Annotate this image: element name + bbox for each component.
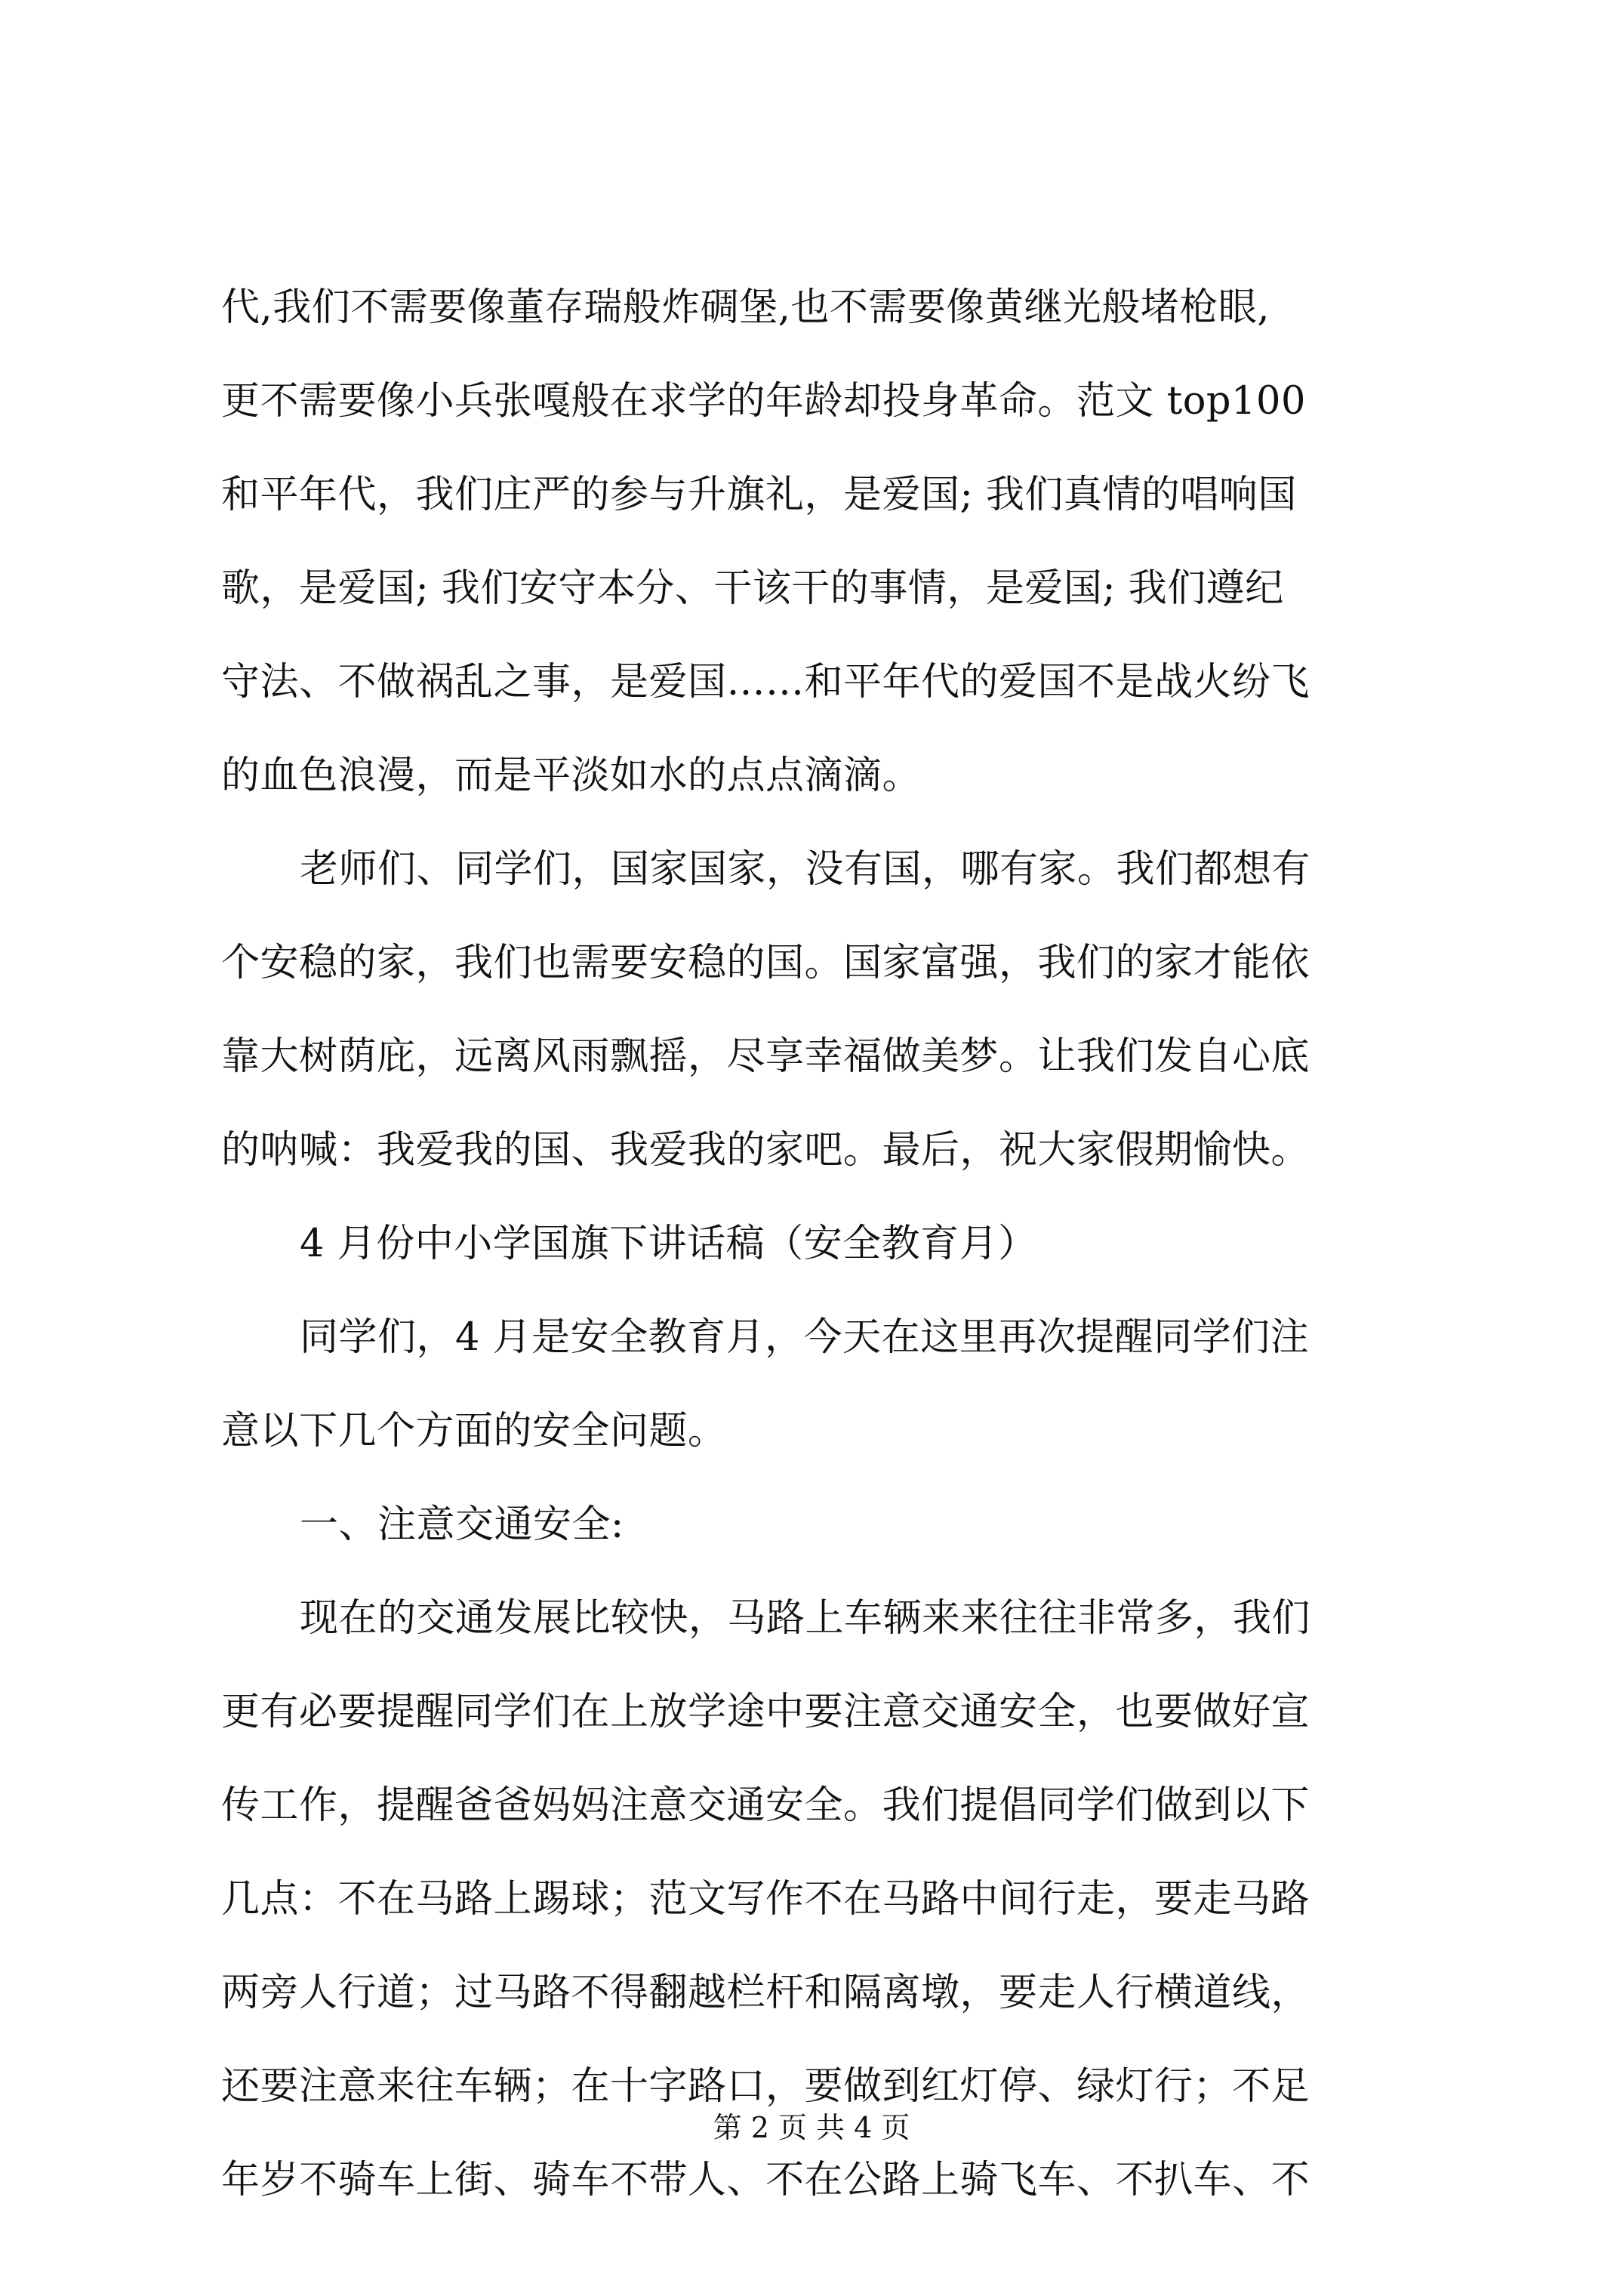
body-text: [221, 261, 1421, 2227]
text-line: 还要注意来往车辆；在十字路口，要做到红灯停、绿灯行；不足: [221, 2064, 1310, 2109]
text-line: 的呐喊：我爱我的国、我爱我的家吧。最后，祝大家假期愉快。: [221, 1128, 1310, 1173]
text-line: 守法、不做祸乱之事，是爱国……和平年代的爱国不是战火纷飞: [221, 660, 1310, 704]
text-line: 老师们、同学们，国家国家，没有国，哪有家。我们都想有: [300, 847, 1311, 892]
page-footer: 第 2 页 共 4 页: [713, 2111, 910, 2144]
text-line: 和平年代，我们庄严的参与升旗礼，是爱国; 我们真情的唱响国: [221, 473, 1297, 517]
text-line: 两旁人行道；过马路不得翻越栏杆和隔离墩，要走人行横道线，: [221, 1971, 1310, 2015]
text-line: 同学们，4 月是安全教育月，今天在这里再次提醒同学们注: [300, 1315, 1310, 1360]
text-line: 意以下几个方面的安全问题。: [221, 1409, 727, 1453]
text-line: 靠大树荫庇，远离风雨飘摇，尽享幸福做美梦。让我们发自心底: [221, 1034, 1310, 1079]
text-line: 年岁不骑车上街、骑车不带人、不在公路上骑飞车、不扒车、不: [221, 2158, 1310, 2202]
text-line: 现在的交通发展比较快，马路上车辆来来往往非常多，我们: [300, 1596, 1311, 1641]
section-heading: 4 月份中小学国旗下讲话稿（安全教育月）: [300, 1222, 1037, 1266]
text-line: 更有必要提醒同学们在上放学途中要注意交通安全，也要做好宣: [221, 1690, 1310, 1734]
subsection-heading: 一、注意交通安全:: [300, 1502, 624, 1547]
text-line: 的血色浪漫，而是平淡如水的点点滴滴。: [221, 754, 922, 798]
text-line: 个安稳的家，我们也需要安稳的国。国家富强，我们的家才能依: [221, 941, 1310, 985]
text-line: 更不需要像小兵张嘎般在求学的年龄却投身革命。范文 top100: [221, 379, 1306, 424]
text-line: 歌，是爱国; 我们安守本分、干该干的事情，是爱国; 我们遵纪: [221, 566, 1284, 611]
text-line: 代,我们不需要像董存瑞般炸碉堡,也不需要像黄继光般堵枪眼,: [221, 285, 1270, 330]
text-line: 几点：不在马路上踢球；范文写作不在马路中间行走，要走马路: [221, 1877, 1310, 1922]
text-line: 传工作，提醒爸爸妈妈注意交通安全。我们提倡同学们做到以下: [221, 1783, 1310, 1828]
